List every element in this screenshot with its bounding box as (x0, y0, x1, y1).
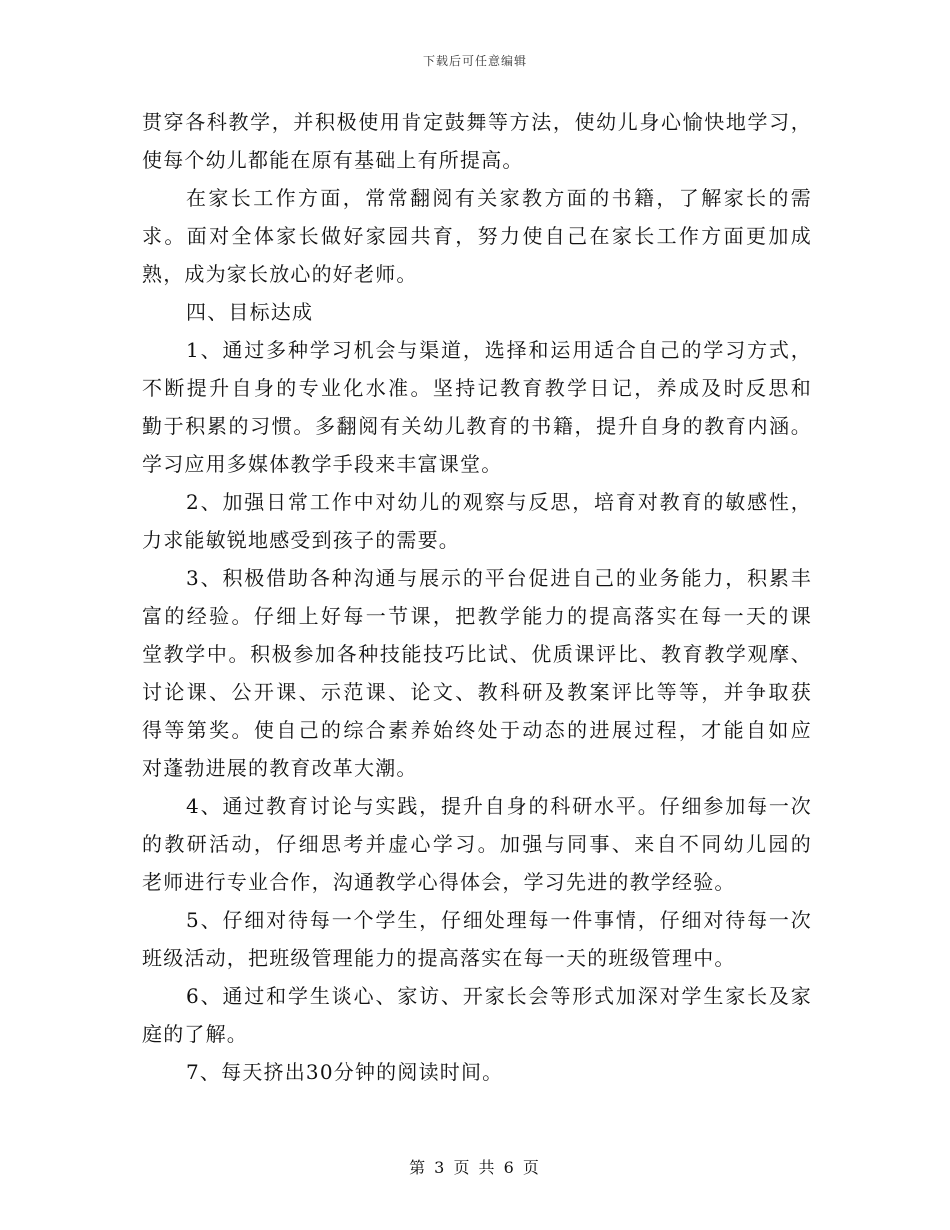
paragraph-start-line: 在家长工作方面，常常翻阅有关家教方面的书籍，了解家长的需 (186, 186, 812, 210)
body-line: 使每个幼儿都能在原有基础上有所提高。 (142, 148, 524, 172)
page-number-footer: 第 3 页 共 6 页 (409, 1158, 541, 1177)
body-line: 庭的了解。 (142, 1022, 248, 1046)
body-line: 勤于积累的习惯。多翻阅有关幼儿教育的书籍，提升自身的教育内涵。 (142, 414, 812, 438)
body-line: 对蓬勃进展的教育改革大潮。 (142, 756, 418, 780)
body-line: 求。面对全体家长做好家园共育，努力使自己在家长工作方面更加成 (142, 224, 812, 248)
paragraph-start-line: 5、仔细对待每一个学生，仔细处理每一件事情，仔细对待每一次 (186, 908, 812, 932)
body-line: 讨论课、公开课、示范课、论文、教科研及教案评比等等，并争取获 (142, 680, 812, 704)
body-line: 堂教学中。积极参加各种技能技巧比试、优质课评比、教育教学观摩、 (142, 642, 812, 666)
document-body (142, 103, 812, 1091)
paragraph-start-line: 3、积极借助各种沟通与展示的平台促进自己的业务能力，积累丰 (186, 566, 812, 590)
paragraph-start-line: 7、每天挤出30分钟的阅读时间。 (186, 1060, 504, 1084)
body-line: 班级活动，把班级管理能力的提高落实在每一天的班级管理中。 (142, 946, 736, 970)
body-line: 富的经验。仔细上好每一节课，把教学能力的提高落实在每一天的课 (142, 604, 812, 628)
body-line: 得等第奖。使自己的综合素养始终处于动态的进展过程，才能自如应 (142, 718, 812, 742)
body-line: 贯穿各科教学，并积极使用肯定鼓舞等方法，使幼儿身心愉快地学习， (142, 110, 812, 134)
body-line: 熟，成为家长放心的好老师。 (142, 262, 418, 286)
body-line: 不断提升自身的专业化水准。坚持记教育教学日记，养成及时反思和 (142, 376, 812, 400)
body-line: 老师进行专业合作，沟通教学心得体会，学习先进的教学经验。 (142, 870, 736, 894)
paragraph-start-line: 4、通过教育讨论与实践，提升自身的科研水平。仔细参加每一次 (186, 794, 812, 818)
body-line: 学习应用多媒体教学手段来丰富课堂。 (142, 452, 503, 476)
body-line: 的教研活动，仔细思考并虚心学习。加强与同事、来自不同幼儿园的 (142, 832, 812, 856)
section-heading: 四、目标达成 (186, 300, 314, 324)
paragraph-start-line: 1、通过多种学习机会与渠道，选择和运用适合自己的学习方式， (186, 338, 812, 362)
paragraph-start-line: 2、加强日常工作中对幼儿的观察与反思，培育对教育的敏感性， (186, 490, 812, 514)
paragraph-start-line: 6、通过和学生谈心、家访、开家长会等形式加深对学生家长及家 (186, 984, 812, 1008)
body-line: 力求能敏锐地感受到孩子的需要。 (142, 528, 460, 552)
page-header: 下载后可任意编辑 (422, 54, 527, 68)
